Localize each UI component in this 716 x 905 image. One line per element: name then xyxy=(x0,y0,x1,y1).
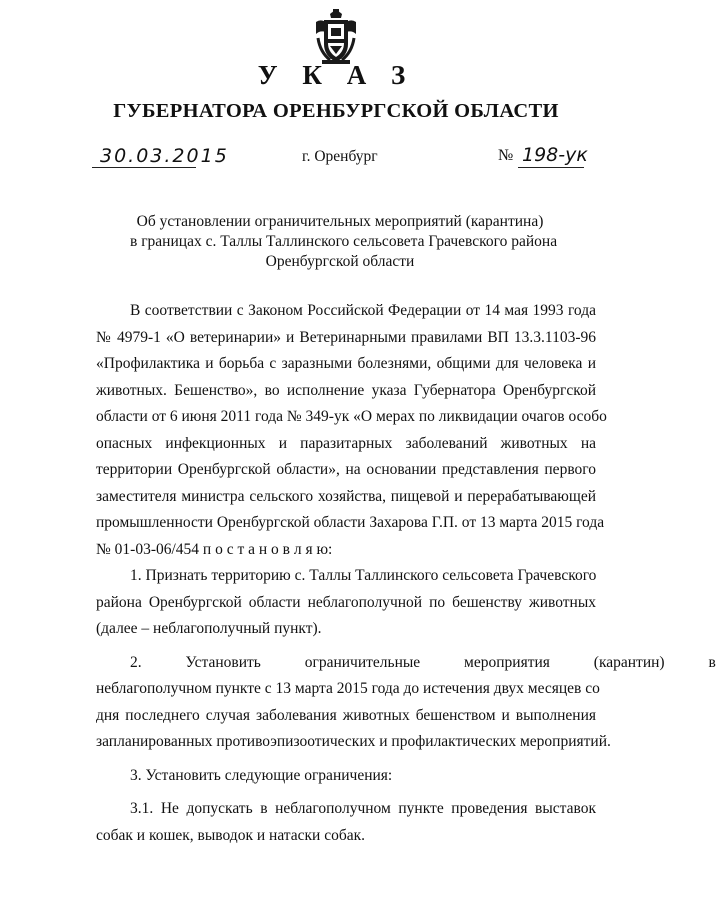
text-line: (далее – неблагополучный пункт). xyxy=(96,620,322,637)
text-line: 2. Установить ограничительные мероприятия (карантин) в xyxy=(130,653,716,671)
text-line: собак и кошек, выводок и натаски собак. xyxy=(96,826,366,844)
text-line: промышленности Оренбургской области Захарова Г.П. от 13 марта 2015 года xyxy=(96,514,605,531)
text-line: территории Оренбургской области», на основании представления первого xyxy=(96,461,596,478)
item-3-1-paragraph xyxy=(96,796,596,849)
preamble-paragraph xyxy=(96,298,607,563)
text-line: животных. Бешенство», во исполнение указа Губернатора Оренбургской xyxy=(96,381,596,399)
issuer-title: ГУБЕРНАТОРА ОРЕНБУРГСКОЙ ОБЛАСТИ xyxy=(113,100,559,122)
text-line: дня последнего случая заболевания животных бешенством и выполнения xyxy=(96,706,596,724)
subject-line: Об установлении ограничительных мероприятий (карантина) xyxy=(136,213,544,230)
subject-line: в границах с. Таллы Таллинского сельсовета Грачевского района xyxy=(130,233,558,250)
text-line: заместителя министра сельского хозяйства, пищевой и перерабатывающей xyxy=(96,487,596,505)
item-2-paragraph xyxy=(96,650,716,756)
document-city: г. Оренбург xyxy=(302,148,378,165)
text-line: 1. Признать территорию с. Таллы Таллинского сельсовета Грачевского xyxy=(130,567,597,584)
text-line: 3.1. Не допускать в неблагополучном пункте проведения выставок xyxy=(130,800,596,817)
number-underline xyxy=(518,167,584,168)
text-line: № 01-03-06/454 п о с т а н о в л я ю: xyxy=(96,540,333,558)
subject-line: Оренбургской области xyxy=(265,253,415,270)
document-number: 198-ук xyxy=(522,144,588,166)
document-body xyxy=(96,298,716,849)
text-line: 3. Установить следующие ограничения: xyxy=(130,766,393,784)
document-date: 30.03.2015 xyxy=(100,145,229,167)
text-line: запланированных противоэпизоотических и профилактических мероприятий. xyxy=(96,733,611,750)
text-line: «Профилактика и борьба с заразными болезнями, общими для человека и xyxy=(96,355,596,372)
document-type-title: У К А З xyxy=(257,60,415,90)
coat-of-arms-icon xyxy=(314,8,358,66)
item-3-paragraph xyxy=(96,763,596,790)
text-line: области от 6 июня 2011 года № 349-ук «О мерах по ликвидации очагов особо xyxy=(96,408,607,425)
text-line: № 4979-1 «О ветеринарии» и Ветеринарными правилами ВП 13.3.1103-96 xyxy=(96,328,596,346)
text-line: неблагополучном пункте с 13 марта 2015 года до истечения двух месяцев со xyxy=(96,680,600,697)
document-subject xyxy=(130,212,558,272)
text-line: района Оренбургской области неблагополучной по бешенству животных xyxy=(96,593,596,611)
item-1-paragraph xyxy=(96,563,596,643)
number-sign: № xyxy=(498,147,514,164)
text-line: В соответствии с Законом Российской Федерации от 14 мая 1993 года xyxy=(130,302,596,319)
text-line: опасных инфекционных и паразитарных заболеваний животных на xyxy=(96,434,596,452)
date-underline xyxy=(92,167,196,168)
